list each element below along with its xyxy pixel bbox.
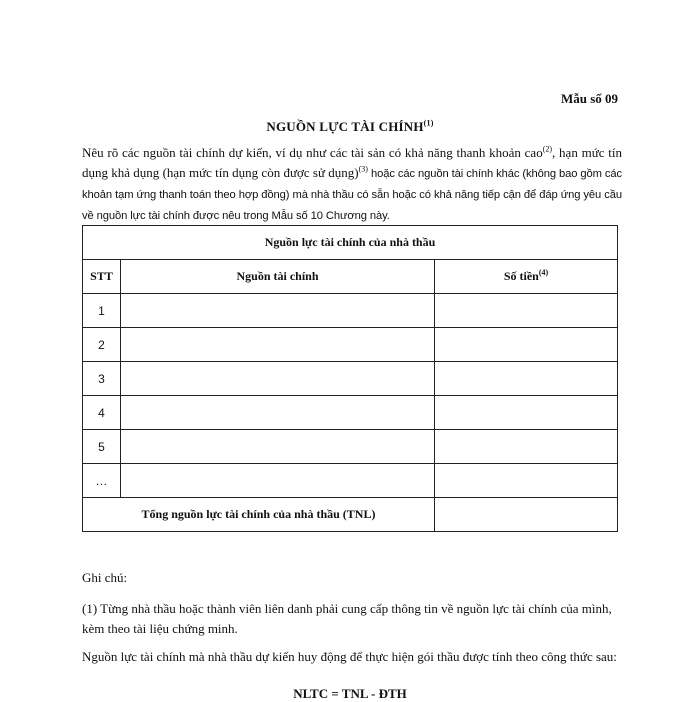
table-row: [83, 294, 618, 328]
form-number: Mẫu số 09: [560, 91, 618, 106]
row-stt: 5: [83, 430, 121, 464]
header-stt: STT: [83, 260, 121, 294]
row-stt: …: [83, 464, 121, 498]
table-row: [83, 430, 618, 464]
row-amount-cell[interactable]: [435, 464, 618, 498]
document-title: [0, 119, 700, 135]
row-amount-cell[interactable]: [435, 328, 618, 362]
intro-paragraph: [82, 143, 622, 226]
row-amount-cell[interactable]: [435, 294, 618, 328]
row-source-cell[interactable]: [121, 430, 435, 464]
row-source-cell[interactable]: [121, 328, 435, 362]
note-2: Nguồn lực tài chính mà nhà thầu dự kiến huy động để thực hiện gói thầu được tính theo công thức sau:: [82, 649, 617, 664]
row-source-cell[interactable]: [121, 464, 435, 498]
row-source-cell[interactable]: [121, 294, 435, 328]
table-row: [83, 328, 618, 362]
row-source-cell[interactable]: [121, 362, 435, 396]
notes-heading: Ghi chú:: [82, 570, 128, 585]
row-stt: 3: [83, 362, 121, 396]
table-row: [83, 396, 618, 430]
total-label: Tổng nguồn lực tài chính của nhà thầu (TNL): [83, 498, 435, 532]
notes-section: [82, 568, 618, 675]
table-row: [83, 362, 618, 396]
row-amount-cell[interactable]: [435, 362, 618, 396]
footnote-ref-3: (3): [358, 164, 368, 174]
row-stt: 4: [83, 396, 121, 430]
financial-resources-table: [82, 225, 618, 532]
intro-text-2: , hạn mức tín dụng khả dụng (hạn mức tín dụng còn được sử dụng): [82, 145, 622, 180]
header-amount-label: Số tiền: [503, 269, 539, 283]
total-row: [83, 498, 618, 532]
header-amount: [435, 260, 618, 294]
row-stt: 2: [83, 328, 121, 362]
header-source: Nguồn tài chính: [121, 260, 435, 294]
intro-text-3: hoặc các nguồn tài chính khác (không bao gồm các khoản tạm ứng thanh toán theo hợp đồng) mà nhà thầu có sẵn hoặc có khả năng tiếp cận để đáp ứng yêu cầu về nguồn lực tài chính được nêu trong Mẫu số 10 Chương này.: [82, 168, 623, 222]
total-amount-cell[interactable]: [435, 498, 618, 532]
title-text: NGUỒN LỰC TÀI CHÍNH: [266, 119, 424, 134]
table-caption: Nguồn lực tài chính của nhà thầu: [83, 226, 618, 260]
row-amount-cell[interactable]: [435, 430, 618, 464]
table-row: [83, 464, 618, 498]
intro-text-1: Nêu rõ các nguồn tài chính dự kiến, ví dụ như các tài sản có khả năng thanh khoản cao: [82, 145, 543, 160]
footnote-ref-2: (2): [542, 144, 553, 154]
title-footnote-ref: (1): [423, 118, 434, 128]
note-1: (1) Từng nhà thầu hoặc thành viên liên danh phải cung cấp thông tin về nguồn lực tài chính của mình, kèm theo tài liệu chứng minh.: [82, 601, 612, 636]
footnote-ref-4: (4): [538, 268, 549, 277]
row-stt: 1: [83, 294, 121, 328]
formula: NLTC = TNL - ĐTH: [293, 686, 407, 701]
row-amount-cell[interactable]: [435, 396, 618, 430]
row-source-cell[interactable]: [121, 396, 435, 430]
